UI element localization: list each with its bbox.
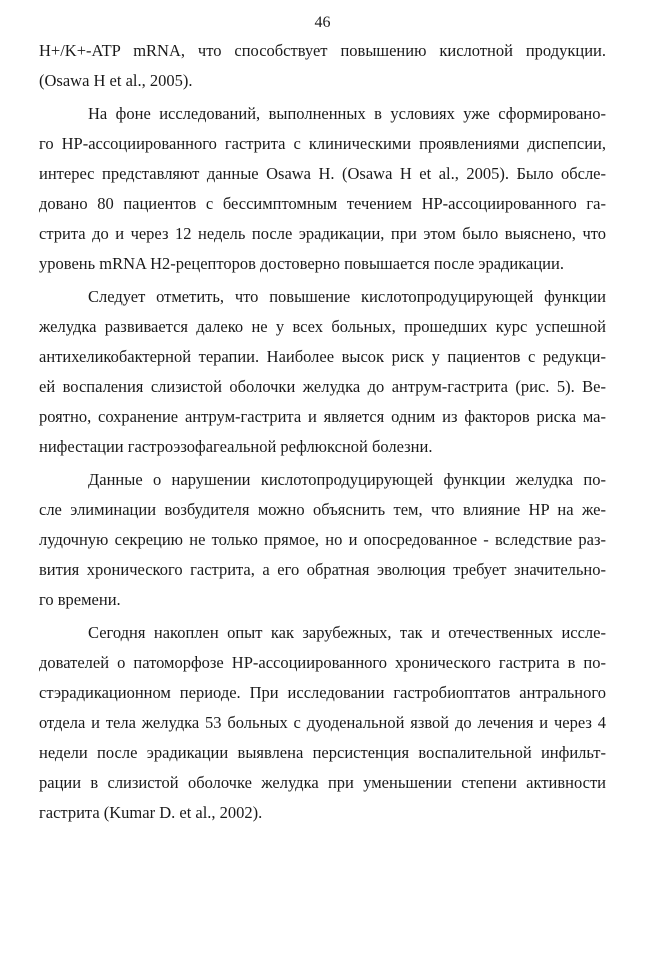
text-line: го HP-ассоциированного гастрита с клиническими проявлениями диспепсии, <box>39 134 606 153</box>
text-line: ей воспаления слизистой оболочки желудка до антрум-гастрита (рис. 5). Ве- <box>39 377 606 396</box>
text-line: На фоне исследований, выполненных в условиях уже сформировано- <box>88 104 606 123</box>
text-line: Сегодня накоплен опыт как зарубежных, так и отечественных иссле- <box>88 623 606 642</box>
text-line: (Osawa H et al., 2005). <box>39 71 193 90</box>
text-line: рации в слизистой оболочке желудка при уменьшении степени активности <box>39 773 606 792</box>
text-line: интерес представляют данные Osawa H. (Osawa H et al., 2005). Было обсле- <box>39 164 606 183</box>
text-line: дователей о патоморфозе HP-ассоциированного хронического гастрита в по- <box>39 653 606 672</box>
body-text <box>39 36 606 828</box>
paragraph <box>39 36 606 96</box>
text-line: недели после эрадикации выявлена персистенция воспалительной инфильт- <box>39 743 606 762</box>
text-line: стэрадикационном периоде. При исследовании гастробиоптатов антрального <box>39 683 606 702</box>
text-line: довано 80 пациентов с бессимптомным течением HP-ассоциированного га- <box>39 194 606 213</box>
text-line: сле элиминации возбудителя можно объяснить тем, что влияние HP на же- <box>39 500 606 519</box>
text-line: Следует отметить, что повышение кислотопродуцирующей функции <box>88 287 606 306</box>
paragraph <box>39 618 606 828</box>
text-line: отдела и тела желудка 53 больных с дуоденальной язвой до лечения и через 4 <box>39 713 606 732</box>
text-line: стрита до и через 12 недель после эрадикации, при этом было выяснено, что <box>39 224 606 243</box>
text-line: го времени. <box>39 590 121 609</box>
text-line: вития хронического гастрита, а его обратная эволюция требует значительно- <box>39 560 606 579</box>
text-line: H+/K+-ATP mRNA, что способствует повышению кислотной продукции. <box>39 41 606 60</box>
text-line: Данные о нарушении кислотопродуцирующей функции желудка по- <box>88 470 606 489</box>
text-line: уровень mRNA H2-рецепторов достоверно повышается после эрадикации. <box>39 254 564 273</box>
text-line: нифестации гастроэзофагеальной рефлюксной болезни. <box>39 437 433 456</box>
text-line: гастрита (Kumar D. et al., 2002). <box>39 803 263 822</box>
text-line: лудочную секрецию не только прямое, но и опосредованное - вследствие раз- <box>39 530 606 549</box>
paragraph <box>39 465 606 615</box>
text-line: роятно, сохранение антрум-гастрита и является одним из факторов риска ма- <box>39 407 606 426</box>
text-line: желудка развивается далеко не у всех больных, прошедших курс успешной <box>39 317 606 336</box>
page-number: 46 <box>314 14 331 31</box>
paragraph <box>39 99 606 279</box>
paragraph <box>39 282 606 462</box>
text-line: антихеликобактерной терапии. Наиболее высок риск у пациентов с редукци- <box>39 347 606 366</box>
